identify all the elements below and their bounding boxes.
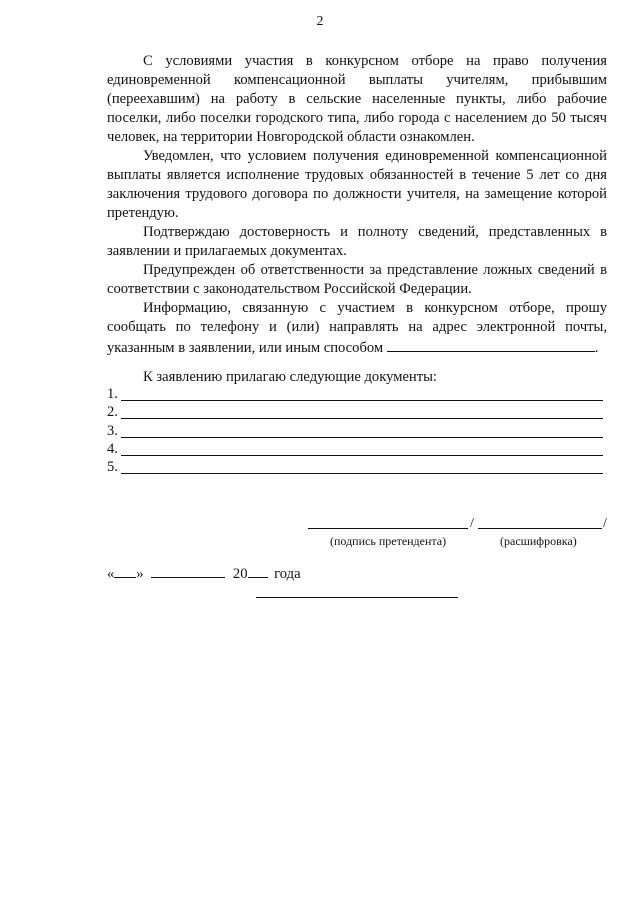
attachment-field[interactable]	[121, 388, 603, 401]
month-field[interactable]	[151, 563, 225, 578]
signature-field[interactable]	[308, 528, 468, 529]
transcript-caption: (расшифровка)	[500, 534, 577, 548]
attachments-intro: К заявлению прилагаю следующие документы:	[143, 369, 437, 385]
page-number: 2	[316, 14, 324, 29]
paragraph-confirmation: Подтверждаю достоверность и полноту сведений, представленных в заявлении и прилагаемых документах.	[107, 224, 607, 259]
year-field[interactable]	[248, 563, 268, 578]
attachment-row	[107, 422, 603, 440]
paragraph-contact	[107, 299, 607, 358]
attachment-number: 1.	[107, 386, 118, 403]
contact-period: .	[594, 340, 599, 356]
attachments-list	[107, 386, 603, 477]
signature-block	[308, 514, 608, 554]
attachment-row	[107, 404, 603, 422]
attachment-field[interactable]	[121, 406, 603, 419]
signature-slash: /	[470, 516, 474, 531]
year-suffix: года	[274, 566, 301, 582]
final-signature-line[interactable]	[256, 597, 458, 598]
date-close-quote: »	[136, 566, 144, 582]
statement-text	[107, 52, 607, 358]
paragraph-conditions: С условиями участия в конкурсном отборе на право получения единовременной компенсационной выплаты учителям, прибывшим (переехавшим) на работу в сельские населенные пункты, либо рабочие поселки, либо поселки городского типа, либо города с населением до 50 тысяч человек, на территории Новгородской области ознакомлен.	[107, 53, 607, 145]
attachment-number: 4.	[107, 440, 118, 457]
date-line	[107, 563, 301, 584]
attachment-number: 3.	[107, 422, 118, 439]
attachment-field[interactable]	[121, 443, 603, 456]
contact-text: Информацию, связанную с участием в конкурсном отборе, прошу сообщать по телефону и (или) направлять на адрес электронной почты, указанным в заявлении, или иным способом	[107, 300, 607, 356]
year-prefix: 20	[232, 566, 248, 582]
signature-caption: (подпись претендента)	[330, 534, 447, 548]
attachment-field[interactable]	[121, 461, 603, 474]
attachment-number: 5.	[107, 458, 118, 475]
attachment-row	[107, 459, 603, 477]
transcript-field[interactable]	[478, 528, 602, 529]
transcript-slash: /	[603, 516, 607, 531]
attachment-number: 2.	[107, 404, 118, 421]
attachment-row	[107, 386, 603, 404]
contact-method-field[interactable]	[387, 337, 595, 352]
day-field[interactable]	[114, 563, 136, 578]
paragraph-liability: Предупрежден об ответственности за представление ложных сведений в соответствии с законодательством Российской Федерации.	[107, 262, 607, 297]
date-open-quote: «	[107, 566, 115, 582]
attachment-row	[107, 441, 603, 459]
paragraph-notification: Уведомлен, что условием получения единовременной компенсационной выплаты является исполнение трудовых обязанностей в течение 5 лет со дня заключения трудового договора по должности учителя, на замещение которой претендую.	[107, 148, 607, 221]
attachment-field[interactable]	[121, 425, 603, 438]
